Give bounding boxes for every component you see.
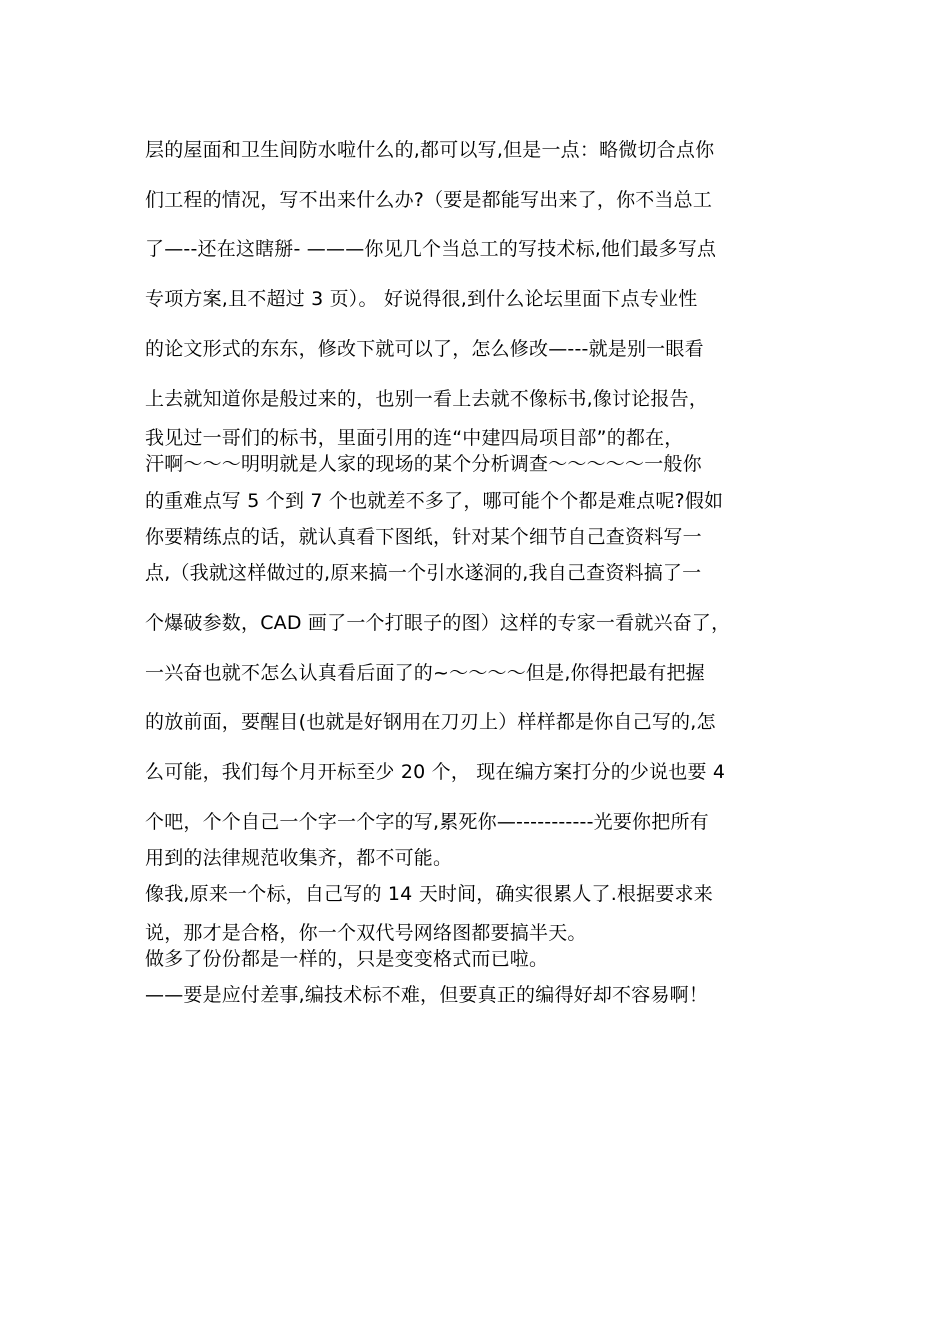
text-line: 么可能，我们每个月开标至少 20 个， 现在编方案打分的少说也要 4 (145, 761, 726, 783)
text-line: 们工程的情况，写不出来什么办?（要是都能写出来了，你不当总工 (145, 189, 713, 211)
text-line: 汗啊～～～明明就是人家的现场的某个分析调查～～～～～一般你 (145, 453, 702, 475)
text-line: 了—--还在这瞎掰- ———你见几个当总工的写技术标,他们最多写点 (145, 238, 717, 260)
text-line: 个爆破参数，CAD 画了一个打眼子的图）这样的专家一看就兴奋了， (145, 612, 731, 634)
text-line: 像我,原来一个标，自己写的 14 天时间，确实很累人了.根据要求来 (145, 883, 713, 905)
text-line: 我见过一哥们的标书，里面引用的连“中建四局项目部”的都在， (145, 427, 684, 449)
text-line: 专项方案,且不超过 3 页）。 好说得很,到什么论坛里面下点专业性 (145, 288, 698, 310)
text-line: 说，那才是合格，你一个双代号网络图都要搞半天。 (145, 922, 587, 944)
text-line: 用到的法律规范收集齐，都不可能。 (145, 847, 453, 869)
text-line: 做多了份份都是一样的，只是变变格式而已啦。 (145, 948, 549, 970)
text-line: 点,（我就这样做过的,原来搞一个引水遂洞的,我自己查资料搞了一 (145, 562, 702, 584)
text-line: 你要精练点的话，就认真看下图纸，针对某个细节自己查资料写一 (145, 526, 702, 548)
text-line: 的放前面，要醒目(也就是好钢用在刀刃上）样样都是你自己写的,怎 (145, 711, 716, 733)
text-line: 一兴奋也就不怎么认真看后面了的~～～～～但是,你得把最有把握 (145, 662, 705, 684)
text-line: 个吧，个个自己一个字一个字的写,累死你—-----------光要你把所有 (145, 811, 709, 833)
text-line: 上去就知道你是般过来的，也别一看上去就不像标书,像讨论报告， (145, 388, 709, 410)
text-line: ——要是应付差事,编技术标不难，但要真正的编得好却不容易啊！ (145, 984, 709, 1006)
text-line: 的论文形式的东东，修改下就可以了，怎么修改—---就是别一眼看 (145, 338, 704, 360)
text-line: 层的屋面和卫生间防水啦什么的,都可以写,但是一点：略微切合点你 (145, 139, 715, 161)
text-line: 的重难点写 5 个到 7 个也就差不多了，哪可能个个都是难点呢?假如 (145, 490, 724, 512)
